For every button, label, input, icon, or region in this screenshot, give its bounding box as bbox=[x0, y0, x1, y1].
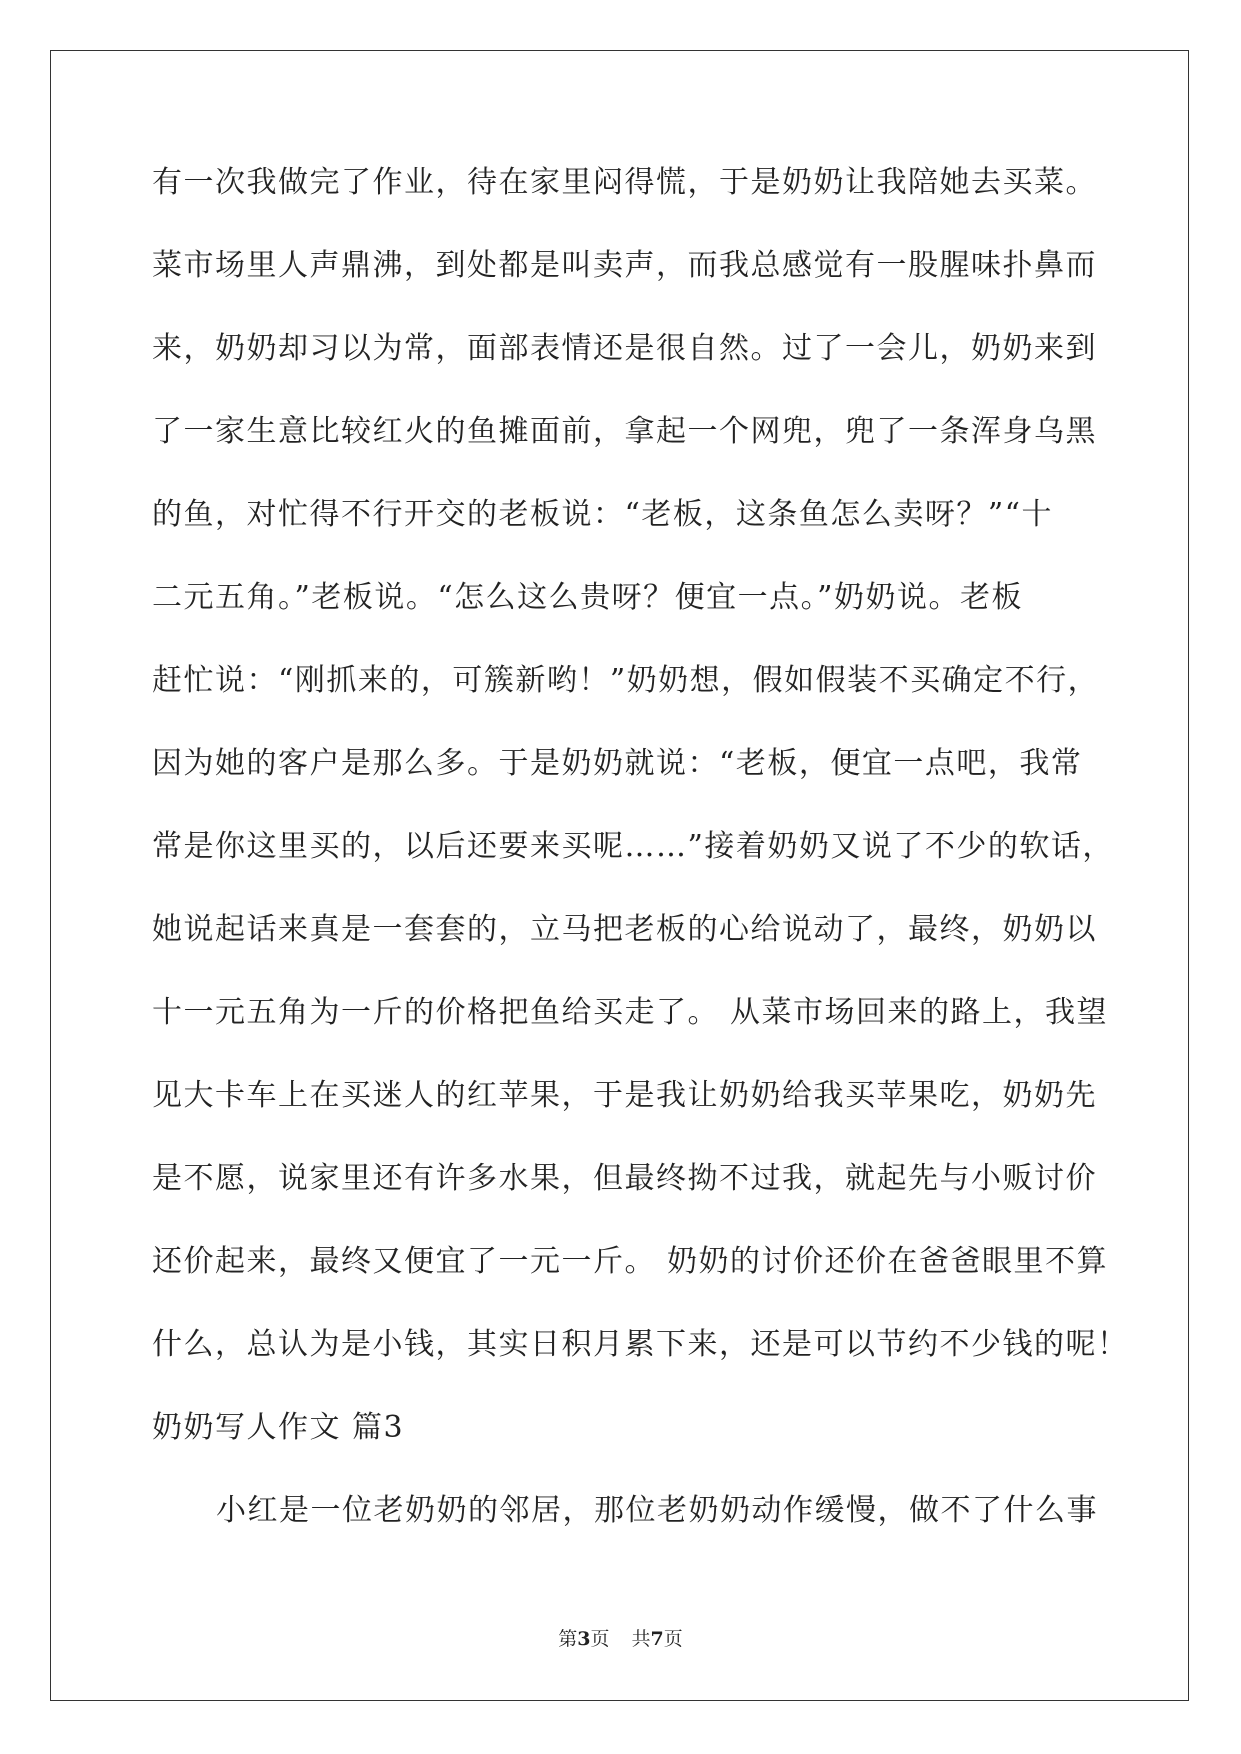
text-line: 十一元五角为一斤的价格把鱼给买走了。 从菜市场回来的路上，我望 bbox=[152, 995, 1109, 1030]
page-total: 7 bbox=[650, 1628, 664, 1650]
text-line: 赶忙说：“刚抓来的，可簇新哟！”奶奶想，假如假装不买确定不行， bbox=[152, 663, 1100, 698]
text-line: 有一次我做完了作业，待在家里闷得慌，于是奶奶让我陪她去买菜。 bbox=[152, 165, 1097, 200]
text-line: 菜市场里人声鼎沸，到处都是叫卖声，而我总感觉有一股腥味扑鼻而 bbox=[152, 248, 1097, 283]
text-line: 还价起来，最终又便宜了一元一斤。 奶奶的讨价还价在爸爸眼里不算 bbox=[152, 1244, 1109, 1279]
section-heading: 奶奶写人作文 篇3 bbox=[152, 1410, 405, 1445]
total-prefix: 共 bbox=[631, 1628, 651, 1650]
text-line: 来，奶奶却习以为常，面部表情还是很自然。过了一会儿，奶奶来到 bbox=[152, 331, 1097, 366]
page-footer bbox=[0, 1624, 1241, 1651]
paragraph-first-line: 小红是一位老奶奶的邻居，那位老奶奶动作缓慢，做不了什么事 bbox=[216, 1493, 1098, 1528]
page-current: 3 bbox=[577, 1628, 591, 1650]
text-line: 什么，总认为是小钱，其实日积月累下来，还是可以节约不少钱的呢！ bbox=[152, 1327, 1129, 1362]
text-line: 了一家生意比较红火的鱼摊面前，拿起一个网兜，兜了一条浑身乌黑 bbox=[152, 414, 1097, 449]
text-line: 的鱼，对忙得不行开交的老板说：“老板，这条鱼怎么卖呀？”“十 bbox=[152, 497, 1054, 532]
total-suffix: 页 bbox=[663, 1628, 683, 1650]
text-line: 常是你这里买的，以后还要来买呢……”接着奶奶又说了不少的软话， bbox=[152, 829, 1114, 864]
text-line: 是不愿，说家里还有许多水果，但最终拗不过我，就起先与小贩讨价 bbox=[152, 1161, 1097, 1196]
text-line: 因为她的客户是那么多。于是奶奶就说：“老板，便宜一点吧，我常 bbox=[152, 746, 1083, 781]
document-body bbox=[152, 163, 1129, 1574]
text-line: 见大卡车上在买迷人的红苹果，于是我让奶奶给我买苹果吃，奶奶先 bbox=[152, 1078, 1097, 1113]
text-line: 二元五角。”老板说。“怎么这么贵呀？便宜一点。”奶奶说。老板 bbox=[152, 580, 1024, 615]
page-prefix: 第 bbox=[558, 1628, 578, 1650]
text-line: 她说起话来真是一套套的，立马把老板的心给说动了，最终，奶奶以 bbox=[152, 912, 1097, 947]
page-mid: 页 bbox=[590, 1628, 610, 1650]
